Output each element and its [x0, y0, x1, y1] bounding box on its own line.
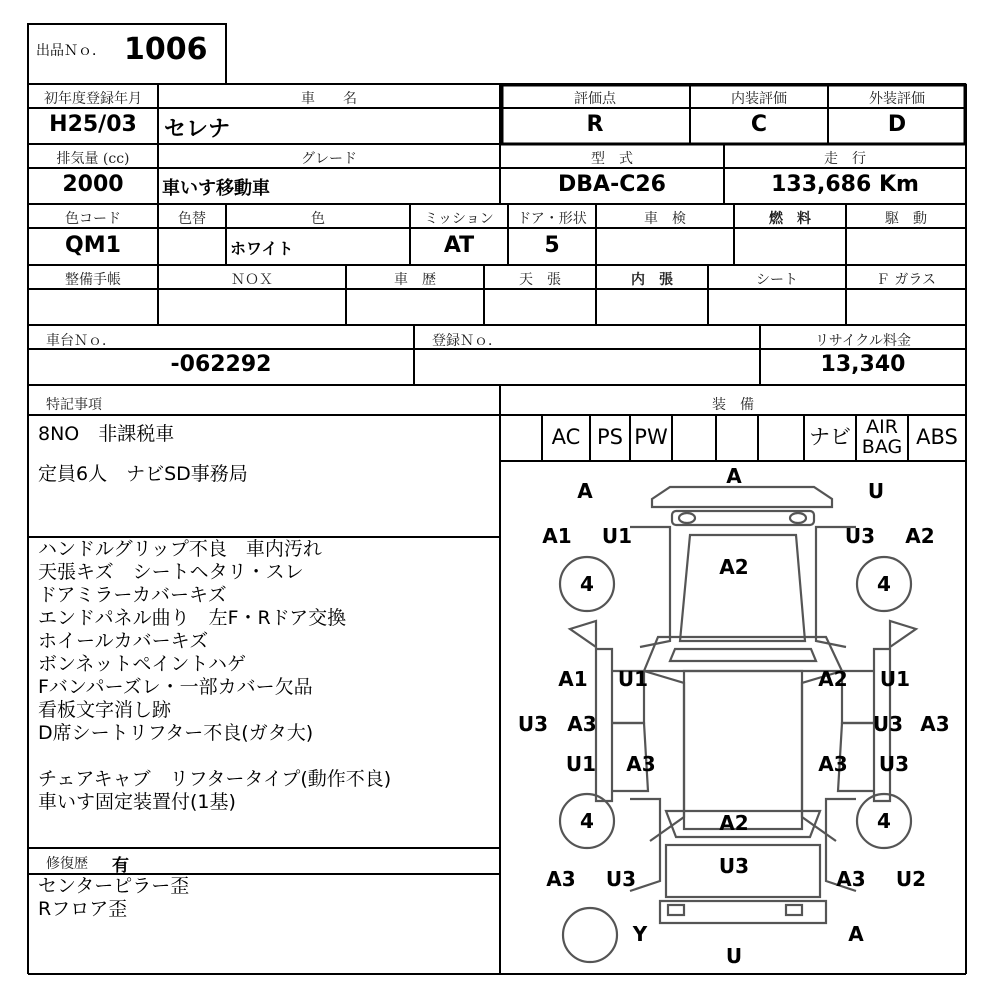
mark-roof-rear: A2 [719, 811, 749, 835]
model-label: 型 式 [591, 151, 633, 167]
recycle-label: リサイクル料金 [814, 333, 912, 349]
first-reg-label: 初年度登録年月 [44, 91, 142, 107]
mark-u3-right-front: U3 [844, 524, 876, 548]
chassis-value: -062292 [170, 352, 272, 377]
equipment-item-abs: ABS [916, 425, 958, 449]
exterior-label: 外装評価 [869, 91, 925, 107]
car-name-value: セレナ [164, 117, 231, 142]
mark-front-left: A [577, 479, 593, 503]
mark-ldoor-front-u1: U1 [617, 667, 649, 691]
seat-label: シート [756, 272, 798, 288]
notes-line-2: 定員6人 ナビSD事務局 [38, 463, 248, 485]
mark-rdoor-rear-a3: A3 [818, 752, 848, 776]
hood-shape [680, 535, 805, 641]
doors-label: ドア・形状 [517, 211, 587, 227]
notes-line-1: 8NO 非課税車 [38, 423, 175, 445]
mark-rear-right-u2: U2 [895, 867, 927, 891]
detail-line: Fバンパーズレ・一部カバー欠品 [38, 676, 313, 698]
mark-a2-right-front: A2 [905, 524, 935, 548]
equipment-label: 装 備 [712, 397, 754, 413]
mark-hood: A2 [719, 555, 749, 579]
detail-line: 天張キズ シートヘタリ・スレ [38, 561, 304, 583]
mark-left-u3: U3 [517, 712, 549, 736]
mark-rear-bumper: U [725, 944, 743, 968]
score-label: 評価点 [574, 91, 616, 107]
mark-rear-right-a3: A3 [836, 867, 866, 891]
color-value: ホワイト [230, 239, 294, 258]
repair-value: 有 [112, 856, 129, 876]
mark-a1-left-front: A1 [542, 524, 572, 548]
equipment-item-ac: AC [551, 425, 581, 449]
detail-line: 車いす固定装置付(1基) [38, 791, 236, 813]
mark-rdoor-front-u1: U1 [879, 667, 911, 691]
lot-number: 1006 [124, 32, 208, 67]
glass-label: Ｆ ガラス [875, 272, 937, 288]
equipment-item-airbag: AIR BAG [861, 416, 903, 458]
detail-line: 看板文字消し跡 [38, 699, 172, 721]
mark-front-bumper: A [726, 464, 742, 488]
mark-wheel-fr: 4 [877, 572, 891, 596]
mark-tailgate: U3 [718, 854, 750, 878]
mark-rdoor-front-a2: A2 [818, 667, 848, 691]
inspection-label: 車 検 [644, 211, 686, 227]
score-value: R [586, 112, 604, 137]
detail-line: ドアミラーカバーキズ [38, 584, 227, 606]
grade-value: 車いす移動車 [162, 178, 270, 199]
detail-line: エンドパネル曲り 左F・Rドア交換 [38, 607, 347, 629]
mark-left-a3: A3 [567, 712, 597, 736]
repair-label: 修復歴 [46, 856, 88, 872]
detail-line: ハンドルグリップ不良 車内汚れ [38, 538, 322, 560]
mission-value: AT [443, 233, 475, 258]
repair-line-1: センターピラー歪 [38, 875, 190, 897]
mileage-label: 走 行 [824, 151, 866, 167]
mileage-value: 133,686 Km [771, 172, 919, 197]
mark-right-a3: A3 [920, 712, 950, 736]
car-name-label: 車 名 [301, 91, 357, 107]
displacement-value: 2000 [62, 172, 124, 197]
mark-right-u3: U3 [872, 712, 904, 736]
roof-shape [684, 671, 802, 829]
mark-wheel-rl: 4 [580, 809, 594, 833]
equipment-item-ps: PS [597, 425, 623, 449]
mark-rdoor-rear-u3: U3 [878, 752, 910, 776]
repaint-label: 色替 [178, 211, 206, 227]
mark-wheel-fl: 4 [580, 572, 594, 596]
detail-line [38, 745, 498, 768]
history-label: 車 歴 [394, 272, 436, 288]
repair-line-2: Rフロア歪 [38, 898, 128, 920]
interior-cover-label: 内 張 [631, 272, 673, 288]
mission-label: ミッション [424, 211, 494, 227]
equipment-item-navi: ナビ [809, 425, 851, 449]
mark-rear-left-u3: U3 [605, 867, 637, 891]
detail-line: チェアキャブ リフタータイプ(動作不良) [38, 768, 392, 790]
mark-ldoor-rear-u1: U1 [565, 752, 597, 776]
detail-line: ホイールカバーキズ [38, 630, 209, 652]
detail-line: ボンネットペイントハゲ [38, 653, 247, 675]
fuel-label: 燃 料 [769, 211, 811, 227]
mark-wheel-rr: 4 [877, 809, 891, 833]
first-reg-value: H25/03 [49, 112, 137, 137]
doors-value: 5 [544, 233, 560, 258]
mark-rear-left-a3: A3 [546, 867, 576, 891]
equipment-item-pw: PW [634, 425, 668, 449]
sunroof-label: 天 張 [519, 272, 561, 288]
detail-line: D席シートリフター不良(ガタ大) [38, 722, 314, 744]
maintenance-label: 整備手帳 [65, 272, 121, 288]
front-bumper-shape [652, 487, 832, 507]
exterior-value: D [887, 112, 907, 137]
registration-label: 登録Ｎｏ． [432, 333, 502, 349]
displacement-label: 排気量 (cc) [56, 151, 130, 167]
chassis-label: 車台Ｎｏ． [46, 333, 116, 349]
mark-front-right: U [867, 479, 885, 503]
color-label: 色 [311, 211, 325, 227]
spare-tire [563, 908, 617, 962]
drive-label: 駆 動 [885, 211, 927, 227]
mark-ldoor-rear-a3: A3 [626, 752, 656, 776]
mark-rear-right: A [848, 922, 864, 946]
lot-label: 出品Ｎｏ． [36, 43, 106, 59]
notes-label: 特記事項 [46, 397, 102, 413]
nox-label: ＮＯＸ [231, 272, 273, 288]
mark-spare-y: Y [632, 922, 648, 946]
grade-label: グレード [301, 151, 357, 167]
interior-value: C [750, 112, 768, 137]
color-code-value: QM1 [65, 233, 121, 258]
color-code-label: 色コード [65, 211, 121, 227]
model-value: DBA-C26 [558, 172, 666, 197]
recycle-value: 13,340 [820, 352, 906, 377]
mark-ldoor-front-a1: A1 [558, 667, 588, 691]
mark-u1-left-front: U1 [601, 524, 633, 548]
notes-details [38, 538, 498, 814]
interior-label: 内装評価 [731, 91, 787, 107]
